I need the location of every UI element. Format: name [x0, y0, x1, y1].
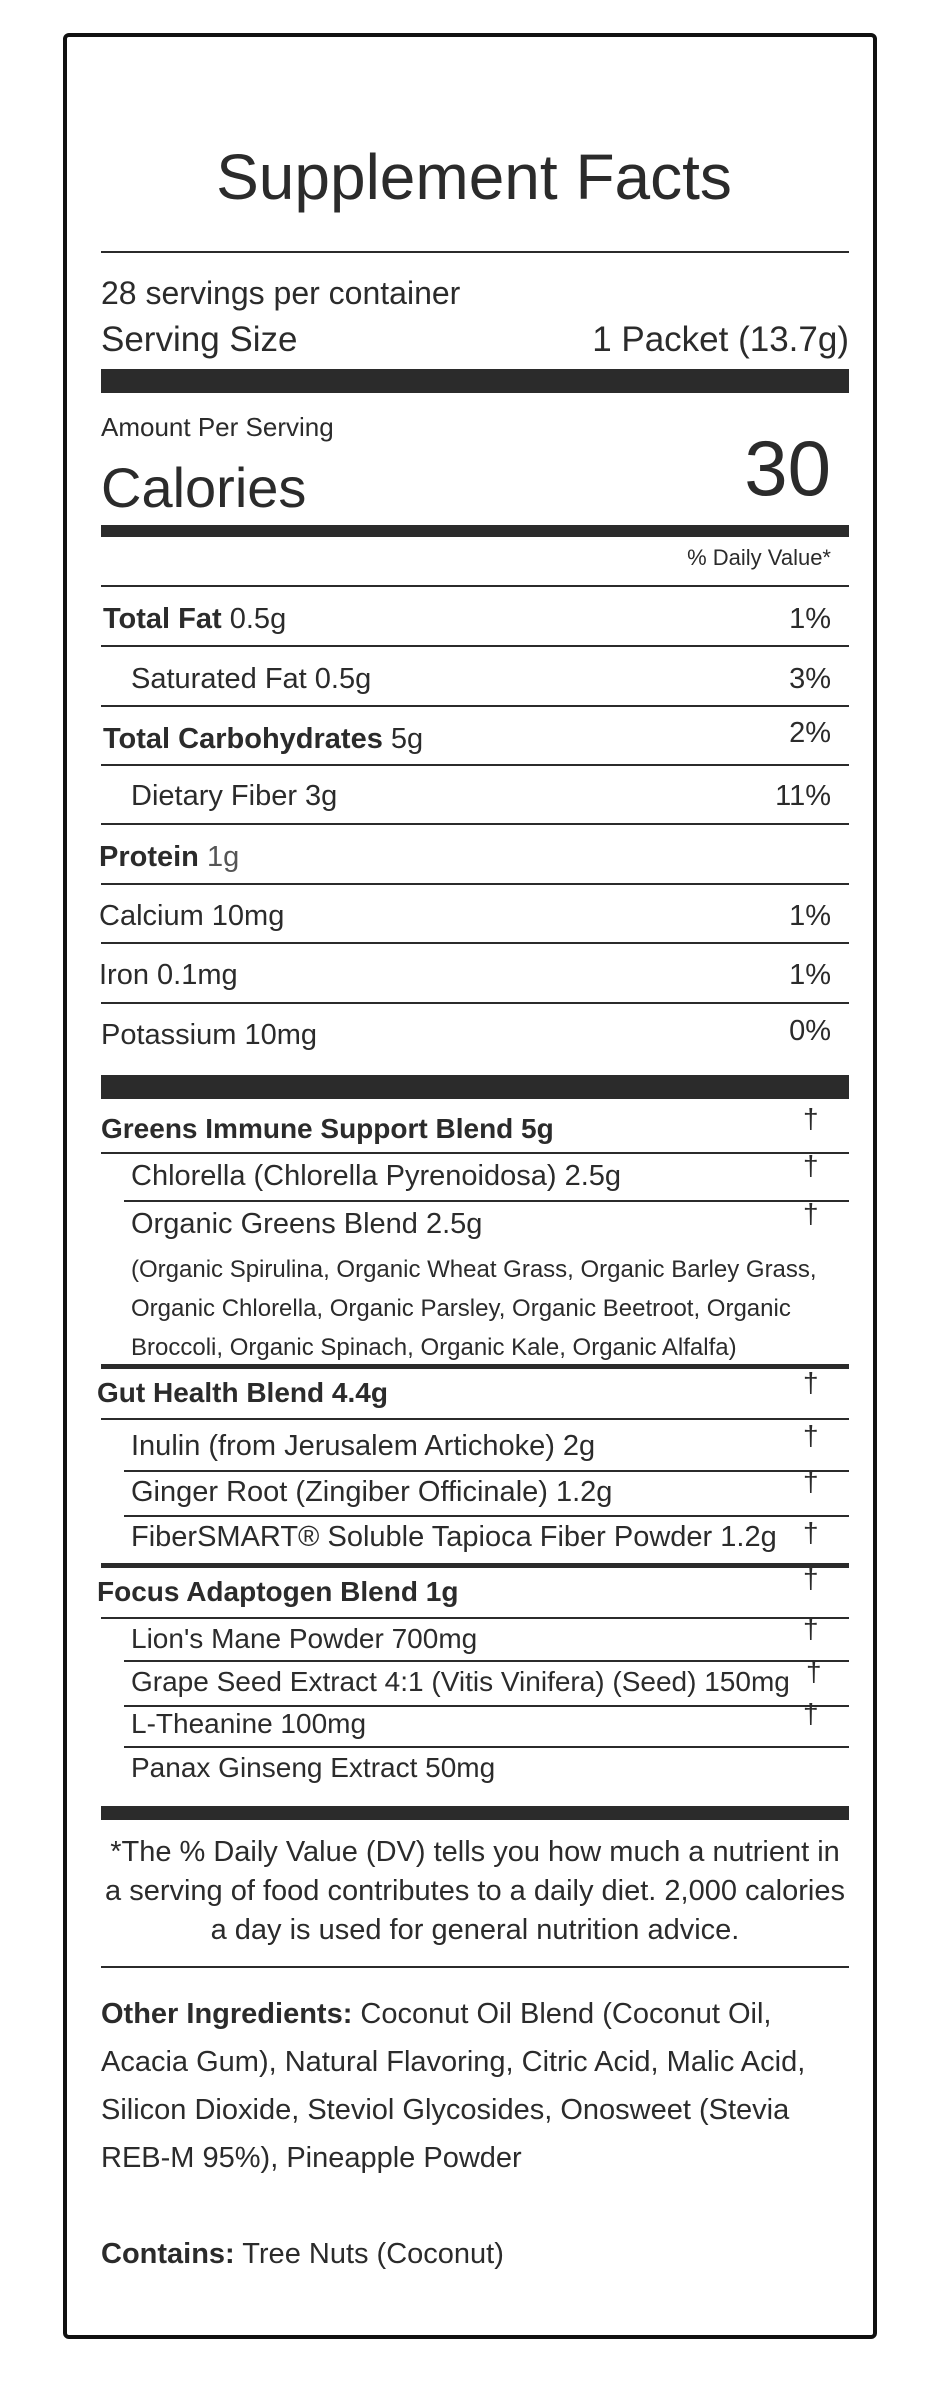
nutrient-row-iron: Iron 0.1mg: [99, 959, 238, 991]
blend-title-focus: Focus Adaptogen Blend 1g: [97, 1576, 459, 1607]
other-ingredients-label: Other Ingredients:: [101, 1998, 353, 2030]
dagger-mark: †: [803, 1517, 819, 1548]
panel-title: Supplement Facts: [216, 141, 732, 213]
blend-title-greens: Greens Immune Support Blend 5g: [101, 1113, 554, 1144]
nutrient-dv: 1%: [789, 603, 831, 635]
divider: [124, 1200, 849, 1202]
dagger-mark: †: [803, 1367, 819, 1398]
nutrient-amount: 1g: [206, 841, 240, 873]
nutrient-row-protein: [99, 841, 239, 874]
greens-sub-ingredients: (Organic Spirulina, Organic Wheat Grass, Organic Barley Grass, Organic Chlorella, Organic Parsley, Organic Beetroot, Organic Broccoli, Organic Spinach, Organic Kale, Organic Alfalfa): [131, 1256, 817, 1361]
divider: [101, 1002, 849, 1004]
allergen-statement: [101, 2238, 504, 2271]
other-ingredients: [101, 1990, 841, 2182]
divider: [101, 1617, 849, 1619]
blend-title-gut-health: Gut Health Blend 4.4g: [97, 1377, 388, 1408]
nutrient-row-total-fat: [103, 603, 286, 636]
ingredient-item: Grape Seed Extract 4:1 (Vitis Vinifera) (Seed) 150mg: [131, 1666, 790, 1697]
dagger-mark: †: [803, 1103, 819, 1134]
calories-label: Calories: [101, 456, 307, 519]
divider: [124, 1660, 849, 1662]
serving-size-label: Serving Size: [101, 320, 298, 359]
nutrient-amount: 5g: [390, 723, 424, 755]
nutrient-name: Total Fat: [103, 603, 222, 635]
divider: [101, 585, 849, 587]
ingredient-item: Lion's Mane Powder 700mg: [131, 1623, 478, 1654]
serving-size-value: 1 Packet (13.7g): [592, 320, 849, 359]
divider: [101, 645, 849, 647]
thick-divider: [101, 1806, 849, 1820]
dagger-mark: †: [803, 1698, 819, 1729]
ingredient-item: FiberSMART® Soluble Tapioca Fiber Powder 1.2g: [131, 1521, 777, 1553]
ingredient-item: Chlorella (Chlorella Pyrenoidosa) 2.5g: [131, 1160, 622, 1192]
amount-per-serving: Amount Per Serving: [101, 412, 334, 442]
nutrient-row-saturated-fat: Saturated Fat 0.5g: [131, 663, 372, 695]
divider: [101, 942, 849, 944]
dagger-mark: †: [803, 1198, 819, 1229]
nutrient-amount: 0.5g: [229, 603, 287, 635]
nutrient-dv: 0%: [789, 1015, 831, 1047]
thick-divider: [101, 525, 849, 537]
thick-divider: [101, 1563, 849, 1568]
daily-value-footnote: *The % Daily Value (DV) tells you how much a nutrient in a serving of food contributes to a daily diet. 2,000 calories a day is used for general nutrition advice.: [105, 1836, 845, 1946]
dagger-mark: †: [803, 1466, 819, 1497]
divider: [101, 1418, 849, 1420]
nutrient-dv: 2%: [789, 717, 831, 749]
servings-per-container: 28 servings per container: [101, 275, 461, 311]
dagger-mark: †: [803, 1563, 819, 1594]
divider: [124, 1515, 849, 1517]
nutrient-name: Protein: [99, 841, 199, 873]
nutrient-dv: 1%: [789, 959, 831, 991]
calories-value: 30: [744, 424, 831, 512]
contains-label: Contains:: [101, 2238, 235, 2270]
dagger-mark: †: [803, 1613, 819, 1644]
nutrient-row-dietary-fiber: Dietary Fiber 3g: [131, 780, 338, 812]
divider: [101, 883, 849, 885]
thick-divider: [101, 1364, 849, 1369]
nutrient-row-total-carbohydrates: [103, 723, 423, 756]
divider: [101, 251, 849, 253]
divider: [124, 1470, 849, 1472]
dagger-mark: †: [806, 1656, 822, 1687]
nutrient-dv: 1%: [789, 900, 831, 932]
nutrient-row-calcium: Calcium 10mg: [99, 900, 285, 932]
thick-divider: [101, 1075, 849, 1099]
ingredient-item: L-Theanine 100mg: [131, 1708, 367, 1739]
ingredient-item: Organic Greens Blend 2.5g: [131, 1208, 483, 1240]
divider: [124, 1746, 849, 1748]
nutrient-row-potassium: Potassium 10mg: [101, 1019, 317, 1051]
nutrient-dv: 11%: [775, 780, 831, 812]
other-ingredients-text: Coconut Oil Blend (Coconut Oil, Acacia Gum), Natural Flavoring, Citric Acid, Malic Acid, Silicon Dioxide, Steviol Glycosides, Onosweet (Stevia REB-M 95%), Pineapple Powder: [101, 1998, 806, 2174]
daily-value-header: % Daily Value*: [687, 545, 831, 570]
divider: [101, 1966, 849, 1968]
divider: [101, 1152, 849, 1154]
divider: [101, 823, 849, 825]
ingredient-item: Ginger Root (Zingiber Officinale) 1.2g: [131, 1476, 613, 1508]
contains-text: Tree Nuts (Coconut): [242, 2238, 504, 2270]
nutrient-dv: 3%: [789, 663, 831, 695]
nutrient-name: Total Carbohydrates: [103, 723, 383, 755]
divider: [101, 764, 849, 766]
divider: [124, 1705, 849, 1707]
thick-divider: [101, 369, 849, 393]
divider: [101, 705, 849, 707]
ingredient-item: Panax Ginseng Extract 50mg: [131, 1752, 496, 1783]
ingredient-item: Inulin (from Jerusalem Artichoke) 2g: [131, 1430, 596, 1462]
dagger-mark: †: [803, 1150, 819, 1181]
dagger-mark: †: [803, 1420, 819, 1451]
